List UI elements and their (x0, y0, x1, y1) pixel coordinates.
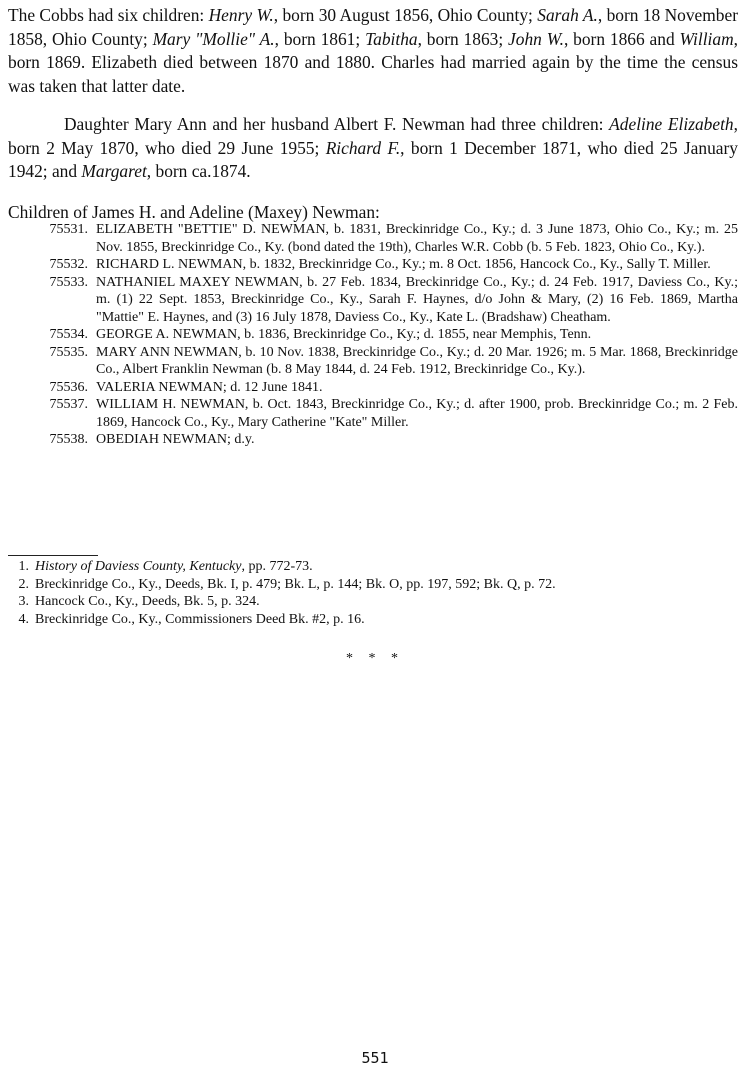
child-text: NATHANIEL MAXEY NEWMAN, b. 27 Feb. 1834, Breckinridge Co., Ky.; d. 24 Feb. 1917, Daviess Co., Ky.; m. (1) 22 Sept. 1853, Breckinridge Co., Ky., Sarah F. Haynes, d/o John & Mary, (2) 16 Feb. 1869, Martha "Mattie" E. Haynes, and (3) 16 July 1878, Daviess Co., Ky., Kate L. (Bradshaw) Cheatham. (96, 274, 738, 325)
text-run: , born 1869. Elizabeth died between 1870 and 1880. Charles had married again by the time the census was taken that latter date. (8, 28, 738, 96)
text-run: , pp. 772-73. (241, 559, 313, 574)
footnote (8, 611, 738, 629)
footnote-text (35, 576, 556, 594)
children-heading: Children of James H. and Adeline (Maxey) Newman: (8, 202, 380, 222)
child-text: RICHARD L. NEWMAN, b. 1832, Breckinridge Co., Ky.; m. 8 Oct. 1856, Hancock Co., Ky., Sally T. Miller. (96, 257, 711, 272)
children-list (8, 221, 738, 449)
child-text: OBEDIAH NEWMAN; d.y. (96, 432, 255, 447)
child-number: 75532. (49, 257, 88, 272)
italic-run: Mary "Mollie" A. (152, 28, 275, 49)
italic-run: History of Daviess County, Kentucky (35, 559, 242, 574)
text-run: , born 1861; (274, 28, 366, 49)
child-text: ELIZABETH "BETTIE" D. NEWMAN, b. 1831, Breckinridge Co., Ky.; d. 3 June 1873, Ohio Co., Ky.; m. 25 Nov. 1855, Breckinridge Co., Ky. (bond dated the 19th), Charles W.R. Cobb (b. 5 Feb. 1823, Ohio Co., Ky.). (96, 222, 738, 255)
footnote-text (35, 558, 313, 576)
text-run: , born 1866 and (563, 28, 680, 49)
italic-run: Adeline Elizabeth (609, 114, 734, 134)
child-number: 75537. (49, 397, 88, 412)
footnote-number: 2. (18, 576, 29, 592)
italic-run: Henry W. (208, 5, 274, 25)
text-run: The Cobbs had six children: (8, 5, 209, 25)
italic-run: Tabitha (365, 28, 418, 49)
child-entry (8, 379, 738, 397)
child-number: 75536. (49, 379, 88, 395)
text-run: , born 18 November 1858, Ohio County; (8, 5, 739, 49)
footnote (8, 558, 738, 576)
child-number: 75534. (49, 327, 88, 342)
text-run: Breckinridge Co., Ky., Commissioners Deed Bk. #2, p. 16. (35, 611, 365, 627)
footnote-number: 4. (18, 611, 29, 627)
child-entry (8, 396, 738, 431)
child-number: 75533. (49, 274, 88, 290)
text-run: , born 2 May 1870, who died 29 June 1955; (8, 114, 738, 158)
footnote (8, 593, 738, 611)
child-entry (8, 221, 738, 256)
paragraph-newman-children (8, 113, 738, 184)
child-entry (8, 274, 738, 327)
child-text: GEORGE A. NEWMAN, b. 1836, Breckinridge Co., Ky.; d. 1855, near Memphis, Tenn. (96, 327, 592, 342)
child-entry (8, 326, 738, 344)
child-number: 75538. (49, 432, 88, 447)
child-entry (8, 344, 738, 379)
footnotes-list (8, 558, 738, 628)
footnote-number: 3. (18, 594, 29, 609)
text-run: , born 1 December 1871, who died 25 January 1942; and (8, 137, 738, 181)
footnote-text (35, 611, 365, 629)
page-number: 551 (361, 1049, 389, 1067)
text-run: Breckinridge Co., Ky., Deeds, Bk. I, p. 479; Bk. L, p. 144; Bk. O, pp. 197, 592; Bk. Q, p. 72. (35, 576, 556, 592)
footnote (8, 576, 738, 594)
text-run: , born 30 August 1856, Ohio County; (273, 5, 538, 25)
italic-run: Richard F. (325, 137, 401, 158)
text-run: Hancock Co., Ky., Deeds, Bk. 5, p. 324. (35, 594, 260, 609)
text-run: , born ca.1874. (146, 161, 251, 181)
child-entry (8, 256, 738, 274)
child-text: WILLIAM H. NEWMAN, b. Oct. 1843, Breckinridge Co., Ky.; d. after 1900, prob. Breckinridge Co.; m. 2 Feb. 1869, Hancock Co., Ky., Mary Catherine "Kate" Miller. (96, 397, 738, 430)
section-separator: * * * (346, 651, 404, 666)
italic-run: William (679, 28, 734, 49)
child-text: VALERIA NEWMAN; d. 12 June 1841. (96, 379, 323, 395)
paragraph-cobb-children (8, 4, 738, 98)
footnote-text (35, 593, 260, 611)
child-entry (8, 431, 738, 449)
footnote-number: 1. (18, 559, 29, 574)
italic-run: John W. (508, 28, 564, 49)
italic-run: Sarah A. (537, 5, 598, 25)
child-text: MARY ANN NEWMAN, b. 10 Nov. 1838, Breckinridge Co., Ky.; d. 20 Mar. 1926; m. 5 Mar. 1868, Breckinridge Co., Albert Franklin Newman (b. 8 May 1844, d. 24 Feb. 1912, Breckinridge Co., Ky.). (96, 344, 738, 377)
child-number: 75531. (49, 222, 88, 237)
child-number: 75535. (49, 344, 88, 360)
italic-run: Margaret (81, 161, 147, 181)
text-run: Daughter Mary Ann and her husband Albert F. Newman had three children: (64, 114, 610, 134)
text-run: , born 1863; (417, 28, 509, 49)
footnote-divider (8, 555, 98, 556)
